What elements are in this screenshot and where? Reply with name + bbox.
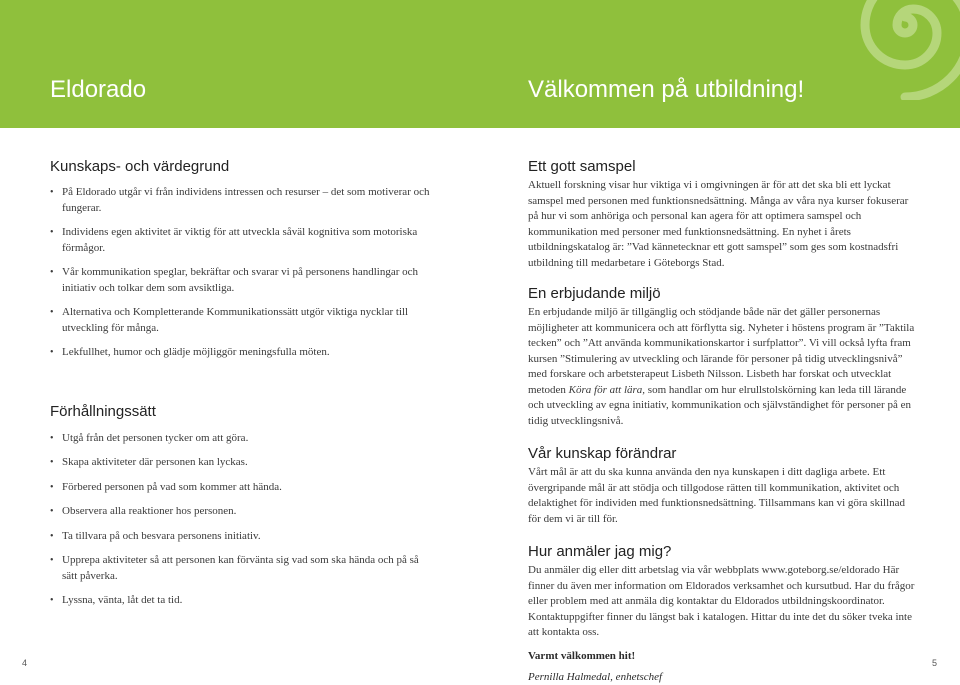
left-column — [50, 158, 430, 609]
section-title-anmalan: Hur anmäler jag mig? — [528, 543, 672, 560]
header-band — [0, 0, 960, 128]
list-item: • Alternativa och Kompletterande Kommunikationssätt utgör viktiga nycklar till utveckling för många. — [50, 305, 430, 336]
section-title-samspel: Ett gott samspel — [528, 158, 636, 175]
list-item: • På Eldorado utgår vi från individens intressen och resurser – det som motiverar och fungerar. — [50, 185, 430, 216]
paragraph-anmalan: Du anmäler dig eller ditt arbetslag via vår webbplats www.goteborg.se/eldorado Här finner du även mer information om Eldorados verksamhet och kursutbud. Har du frågor eller problem med att anmäla dig kontaktar du Eldorados utbildningskoordinator. Kontaktuppgifter finner du längst bak i katalogen. Hittar du inte det du söker tveka inte att kontakta oss. — [528, 564, 915, 638]
list-item: • Ta tillvara på och besvara personens initiativ. — [50, 529, 430, 545]
list-item: • Observera alla reaktioner hos personen. — [50, 504, 430, 520]
right-column — [528, 158, 918, 685]
section-title-kunskap: Vår kunskap förändrar — [528, 445, 677, 462]
list-item: • Upprepa aktiviteter så att personen kan förvänta sig vad som ska hända och på så sätt påverka. — [50, 553, 430, 584]
welcome-title: Välkommen på utbildning! — [528, 76, 805, 103]
list-item: • Skapa aktiviteter där personen kan lyckas. — [50, 455, 430, 471]
approach-list — [50, 431, 430, 609]
signature: Pernilla Halmedal, enhetschef — [528, 670, 663, 683]
list-item: • Utgå från det personen tycker om att göra. — [50, 431, 430, 447]
list-item: • Lyssna, vänta, låt det ta tid. — [50, 593, 430, 609]
closing-line: Varmt välkommen hit! — [528, 649, 636, 662]
list-item: • Lekfullhet, humor och glädje möjliggör meningsfulla möten. — [50, 345, 430, 361]
section-title-kunskaps: Kunskaps- och värdegrund — [50, 158, 230, 175]
list-item: • Förbered personen på vad som kommer att hända. — [50, 480, 430, 496]
text-span: som handlar om hur elrullstolskörning kan leda till lärande och utveckling av egna initiativ, kommunikation och självständighet för personer på en tidig utvecklingsnivå. — [528, 383, 911, 427]
method-name: Köra för att lära, — [568, 383, 646, 396]
text-span: En erbjudande miljö är tillgänglig och stödjande både när det gäller personernas möjligheter att kommunicera och att förflytta sig. Nyheter i höstens program är ”Taktila tecken” och ”Att använda kommunikationskartor i surfplattor”. Vi vill också lyfta fram kursen ”Stimulering av utveckling och lärande för personer på tidig utvecklingsnivå” med forskare och arbetsterapeut Lisbeth Nilsson. Lisbeth har forskat och utvecklat metoden — [528, 306, 915, 396]
values-list — [50, 185, 430, 361]
paragraph-miljo — [528, 305, 918, 429]
paragraph-kunskap: Vårt mål är att du ska kunna använda den nya kunskapen i ditt dagliga arbete. Ett övergripande mål är att stödja och tillgodose rätten till kommunikation, aktivitet och delaktighet för individen med funktionsnedsättning. Tillsammans kan vi göra skillnad för dem vi är till för. — [528, 466, 906, 525]
section-title-forhallningssatt: Förhållningssätt — [50, 402, 156, 420]
list-item: • Vår kommunikation speglar, bekräftar och svarar vi på personens handlingar och initiativ och tolkar dem som avsiktliga. — [50, 265, 430, 296]
paragraph-samspel: Aktuell forskning visar hur viktiga vi i omgivningen är för att det ska bli ett lyckat samspel med personen med funktionsnedsättning. Många av våra nya kurser fokuserar på hur vi som anhöriga och personal kan agera för att optimera samspel och kommunikation med personer med funktionsnedsättning. En nyhet i årets utbildningskatalog är: ”Vad kännetecknar ett gott samspel” som ges som kostnadsfri utbildning till medarbetare i Göteborgs Stad. — [528, 179, 909, 269]
page-number-right: 5 — [932, 658, 938, 668]
brand-title: Eldorado — [50, 76, 147, 103]
spiral-icon — [820, 0, 960, 100]
page-number-left: 4 — [22, 658, 28, 668]
section-title-miljo: En erbjudande miljö — [528, 285, 661, 302]
list-item: • Individens egen aktivitet är viktig för att utveckla såväl kognitiva som motoriska förmågor. — [50, 225, 430, 256]
